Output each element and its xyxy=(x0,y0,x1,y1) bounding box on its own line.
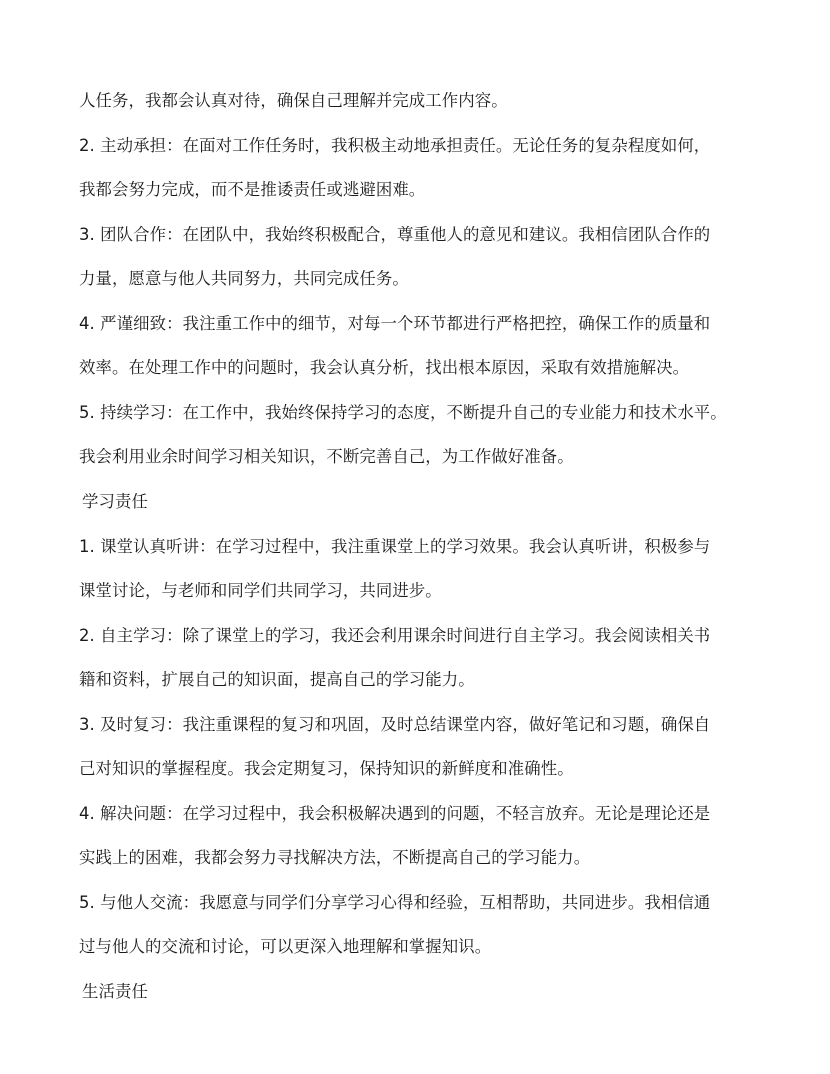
text-line: 3. 团队合作：在团队中，我始终积极配合，尊重他人的意见和建议。我相信团队合作的 xyxy=(79,225,711,244)
text-line: 效率。在处理工作中的问题时，我会认真分析，找出根本原因，采取有效措施解决。 xyxy=(79,358,690,377)
paragraph xyxy=(79,710,769,784)
text-line: 2. 自主学习：除了课堂上的学习，我还会利用课余时间进行自主学习。我会阅读相关书 xyxy=(79,626,711,645)
text-line: 己对知识的掌握程度。我会定期复习，保持知识的新鲜度和准确性。 xyxy=(79,759,574,778)
paragraph xyxy=(79,532,769,606)
paragraph xyxy=(79,309,769,383)
text-line: 1. 课堂认真听讲：在学习过程中，我注重课堂上的学习效果。我会认真听讲，积极参与 xyxy=(79,537,711,556)
text-line: 实践上的困难，我都会努力寻找解决方法，不断提高自己的学习能力。 xyxy=(79,848,591,867)
text-line: 课堂讨论，与老师和同学们共同学习，共同进步。 xyxy=(79,581,442,600)
text-line: 2. 主动承担：在面对工作任务时，我积极主动地承担责任。无论任务的复杂程度如何， xyxy=(79,136,711,155)
paragraph xyxy=(79,888,769,962)
text-line: 5. 持续学习：在工作中，我始终保持学习的态度，不断提升自己的专业能力和技术水平。 xyxy=(79,403,727,422)
paragraph xyxy=(79,131,769,205)
document-page xyxy=(79,86,769,1007)
text-line: 我都会努力完成，而不是推诿责任或逃避困难。 xyxy=(79,180,426,199)
paragraph xyxy=(79,220,769,294)
text-line: 4. 严谨细致：我注重工作中的细节，对每一个环节都进行严格把控，确保工作的质量和 xyxy=(79,314,711,333)
paragraph xyxy=(79,799,769,873)
paragraph xyxy=(79,398,769,472)
text-line: 5. 与他人交流：我愿意与同学们分享学习心得和经验，互相帮助，共同进步。我相信通 xyxy=(79,893,711,912)
text-line: 4. 解决问题：在学习过程中，我会积极解决遇到的问题，不轻言放弃。无论是理论还是 xyxy=(79,804,711,823)
paragraph xyxy=(79,621,769,695)
text-line: 籍和资料，扩展自己的知识面，提高自己的学习能力。 xyxy=(79,670,475,689)
section-heading: 生活责任 xyxy=(82,982,148,1001)
text-line: 我会利用业余时间学习相关知识，不断完善自己，为工作做好准备。 xyxy=(79,447,574,466)
text-line: 人任务，我都会认真对待，确保自己理解并完成工作内容。 xyxy=(79,91,508,110)
paragraph xyxy=(79,86,769,116)
text-line: 3. 及时复习：我注重课程的复习和巩固，及时总结课堂内容，做好笔记和习题，确保自 xyxy=(79,715,711,734)
text-line: 力量，愿意与他人共同努力，共同完成任务。 xyxy=(79,269,409,288)
section-heading: 学习责任 xyxy=(82,492,148,511)
text-line: 过与他人的交流和讨论，可以更深入地理解和掌握知识。 xyxy=(79,937,492,956)
